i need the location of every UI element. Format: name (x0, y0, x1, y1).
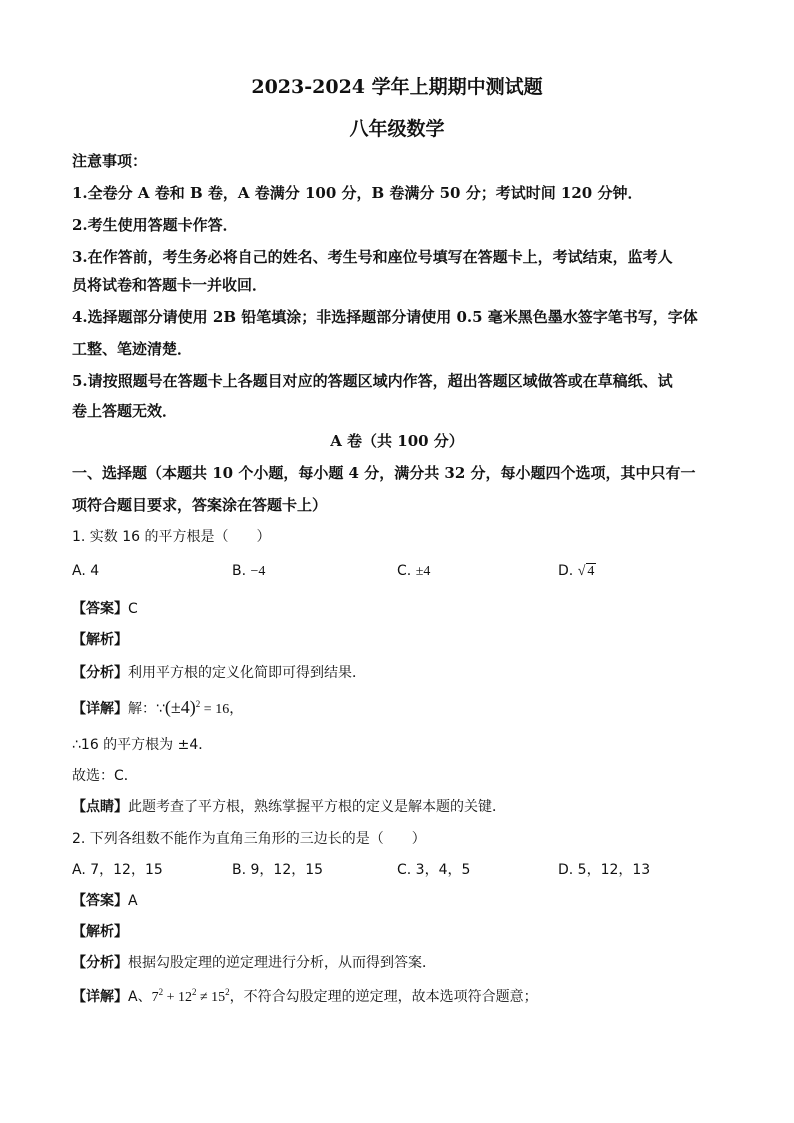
q2-option-c: C. 3，4，5 (397, 862, 471, 878)
q1-option-c: C. ±4 (397, 563, 431, 579)
q2-option-d: D. 5，12，13 (558, 862, 651, 878)
note-line: 1.全卷分 A 卷和 B 卷，A 卷满分 100 分，B 卷满分 50 分；考试时间 120 分钟． (72, 184, 643, 202)
answer-value: C (128, 601, 138, 617)
q1-comment: 【点睛】此题考查了平方根，熟练掌握平方根的定义是解本题的关键． (72, 799, 506, 815)
note-line: 3.在作答前，考生务必将自己的姓名、考生号和座位号填写在答题卡上，考试结束，监考人 (72, 248, 673, 266)
q1-answer (72, 598, 138, 618)
q1-detail-exp: 2 (195, 699, 201, 709)
exam-title: 2023-2024 学年上期期中测试题 (251, 76, 543, 98)
q2-stem: 2. 下列各组数不能作为直角三角形的三边长的是（ ） (72, 831, 426, 847)
q2-analysis-heading: 【解析】 (72, 924, 128, 940)
section-heading: A 卷（共 100 分） (330, 432, 464, 450)
q1-detail: 【详解】解：$\because(\pm 4)^2 = 16$， (72, 697, 244, 717)
exam-subtitle: 八年级数学 (349, 118, 445, 140)
q2-option-a: A. 7，12，15 (72, 862, 163, 878)
q1-option-c-math: ±4 (415, 564, 431, 579)
note-line: 卷上答题无效． (72, 402, 178, 420)
q1-option-d-radicand: 4 (587, 564, 595, 579)
notes-heading: 注意事项： (72, 152, 148, 170)
q1-conclusion: ∴16 的平方根为 ±4． (72, 737, 213, 753)
note-line: 4.选择题部分请使用 2B 铅笔填涂；非选择题部分请使用 0.5 毫米黑色墨水签字笔书写，字体 (72, 308, 698, 326)
q1-option-d: D. √ 4 (558, 563, 595, 579)
q1-analysis-heading: 【解析】 (72, 632, 128, 648)
q1-detail-base: (±4) (164, 697, 196, 717)
note-line: 员将试卷和答题卡一并收回． (72, 276, 268, 294)
answer-tag: 【答案】 (72, 601, 128, 617)
section-intro: 项符合题目要求，答案涂在答题卡上） (72, 496, 328, 514)
q2-detail: 【详解】A、$7^2 + 12^2 \ne 15^2$，不符合勾股定理的逆定理，故本选项符合题意； (72, 987, 538, 1005)
section-intro: 一、选择题（本题共 10 个小题，每小题 4 分，满分共 32 分，每小题四个选项，其中只有一 (72, 464, 696, 482)
q1-option-b-math: −4 (250, 564, 266, 579)
q2-analysis: 【分析】根据勾股定理的逆定理进行分析，从而得到答案． (72, 955, 436, 971)
q2-option-b: B. 9，12，15 (232, 862, 324, 878)
q2-answer: 【答案】A (72, 893, 138, 909)
sqrt-icon: √ (577, 564, 586, 579)
q1-choice: 故选：C． (72, 768, 138, 784)
note-line: 工整、笔迹清楚． (72, 340, 193, 358)
q1-analysis: 【分析】利用平方根的定义化简即可得到结果． (72, 665, 366, 681)
q1-option-b: B. −4 (232, 563, 266, 579)
note-line: 2.考生使用答题卡作答． (72, 216, 238, 234)
q1-stem: 1. 实数 16 的平方根是（ ） (72, 529, 271, 545)
note-line: 5.请按照题号在答题卡上各题目对应的答题区域内作答，超出答题区域做答或在草稿纸、试 (72, 372, 673, 390)
q1-option-a: A. 4 (72, 563, 100, 579)
